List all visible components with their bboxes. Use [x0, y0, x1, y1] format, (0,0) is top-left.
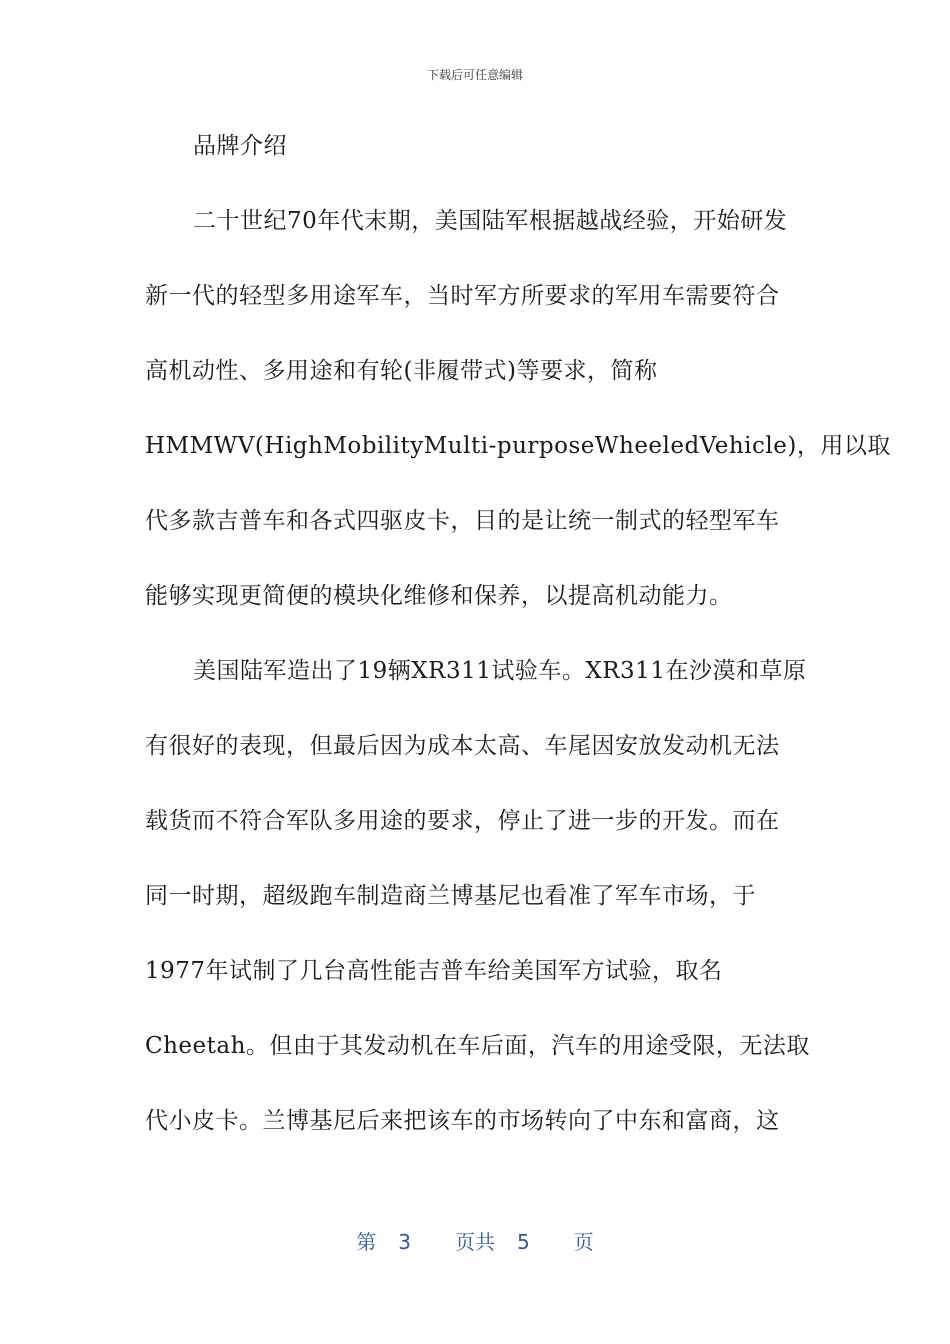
- text-line-5: HMMWV(HighMobilityMulti-purposeWheeledVehicle)，用以取: [145, 433, 891, 459]
- text-line-11: 同一时期，超级跑车制造商兰博基尼也看准了军车市场，于: [145, 883, 756, 909]
- text-line-12: 1977年试制了几台高性能吉普车给美国军方试验，取名: [145, 958, 723, 984]
- footer-total-pages: 5: [517, 1230, 530, 1254]
- footer-suffix: 页: [573, 1230, 594, 1254]
- text-line-14: 代小皮卡。兰博基尼后来把该车的市场转向了中东和富商，这: [145, 1108, 780, 1134]
- text-line-13: Cheetah。但由于其发动机在车后面，汽车的用途受限，无法取: [145, 1033, 810, 1059]
- text-line-3: 新一代的轻型多用途军车，当时军方所要求的军用车需要符合: [145, 283, 780, 309]
- page-footer: [0, 1226, 950, 1255]
- text-line-10: 载货而不符合军队多用途的要求，停止了进一步的开发。而在: [145, 808, 780, 834]
- text-line-2: 二十世纪70年代末期，美国陆军根据越战经验，开始研发: [193, 208, 788, 234]
- page-header-note: 下载后可任意编辑: [426, 68, 523, 82]
- text-line-6: 代多款吉普车和各式四驱皮卡，目的是让统一制式的轻型军车: [145, 508, 780, 534]
- footer-current-page: 3: [398, 1230, 411, 1254]
- text-line-8: 美国陆军造出了19辆XR311试验车。XR311在沙漠和草原: [193, 658, 807, 684]
- text-line-1: 品牌介绍: [193, 133, 287, 159]
- document-body: [145, 124, 891, 1174]
- text-line-9: 有很好的表现，但最后因为成本太高、车尾因安放发动机无法: [145, 733, 780, 759]
- text-line-7: 能够实现更简便的模块化维修和保养，以提高机动能力。: [145, 583, 733, 609]
- footer-prefix: 第: [356, 1230, 377, 1254]
- footer-middle: 页共: [455, 1230, 495, 1254]
- text-line-4: 高机动性、多用途和有轮(非履带式)等要求，简称: [145, 358, 658, 384]
